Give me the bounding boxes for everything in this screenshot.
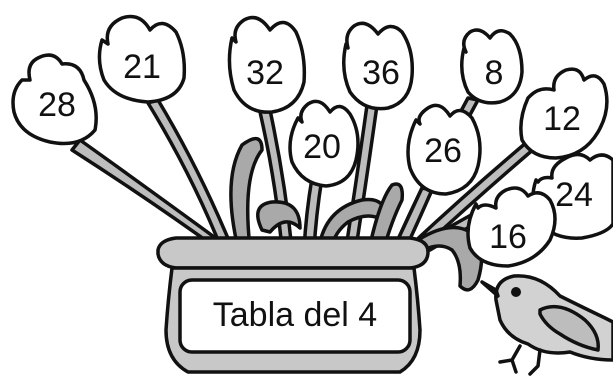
- number-12: 12: [543, 100, 581, 138]
- pot-label: Tabla del 4: [212, 296, 378, 334]
- number-20: 20: [303, 128, 341, 166]
- bird-eye: [511, 287, 521, 297]
- bird: [482, 276, 613, 374]
- number-21: 21: [123, 48, 161, 86]
- bird-legs: [500, 346, 540, 374]
- number-8: 8: [484, 54, 504, 92]
- number-36: 36: [362, 54, 400, 92]
- number-16: 16: [489, 218, 527, 256]
- bird-beak: [482, 282, 498, 296]
- pot-rim: [158, 238, 428, 268]
- number-26: 26: [424, 132, 462, 170]
- number-28: 28: [38, 86, 76, 124]
- number-24: 24: [555, 176, 593, 214]
- number-32: 32: [246, 54, 284, 92]
- leaf-left: [231, 139, 262, 248]
